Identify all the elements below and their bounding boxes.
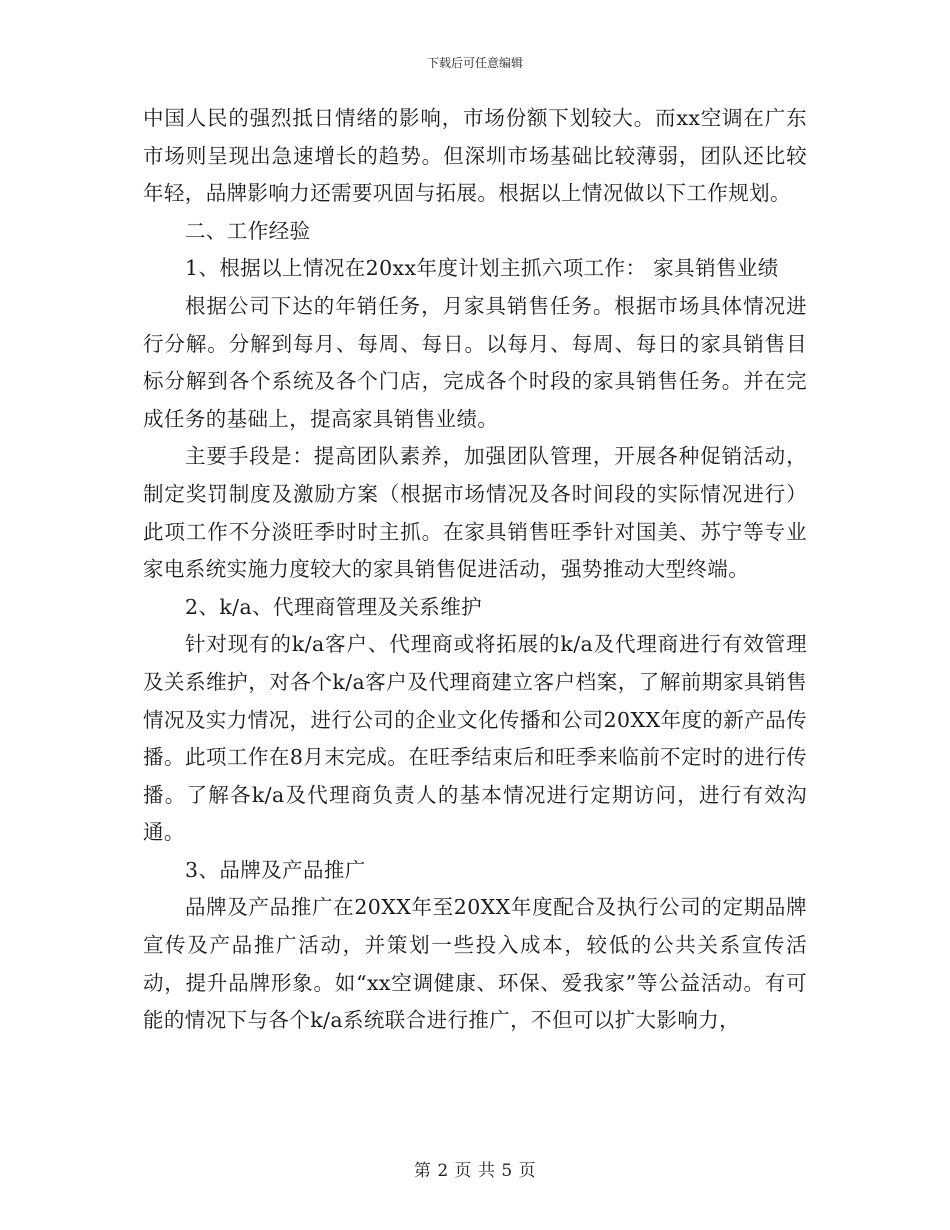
page-header: 下载后可任意编辑: [426, 56, 523, 70]
subheading-sales-performance: 1、根据以上情况在20xx年度计划主抓六项工作： 家具销售业绩: [185, 256, 779, 281]
footer-current-page: 2: [437, 1161, 449, 1181]
paragraph-ka-agent: 针对现有的k/a客户、代理商或将拓展的k/a及代理商进行有效管理及关系维护，对各个k/a客户及代理商建立客户档案，了解前期家具销售情况及实力情况，进行公司的企业文化传播和公司20XX年度的新产品传播。此项工作在8月末完成。在旺季结束后和旺季来临前不定时的进行传播。了解各k/a及代理商负责人的基本情况进行定期访问，进行有效沟通。: [143, 632, 807, 845]
footer-page-word: 页: [454, 1161, 473, 1181]
section-heading-work-experience: 二、工作经验: [185, 218, 311, 243]
page-footer: [0, 1156, 950, 1181]
paragraph-intro: 中国人民的强烈抵日情绪的影响，市场份额下划较大。而xx空调在广东市场则呈现出急速增长的趋势。但深圳市场基础比较薄弱，团队还比较年轻，品牌影响力还需要巩固与拓展。根据以上情况做以下工作规划。: [143, 106, 807, 206]
footer-total-pages: 5: [501, 1161, 513, 1181]
footer-total-word: 共: [477, 1161, 496, 1181]
subheading-ka-agent-management: 2、k/a、代理商管理及关系维护: [185, 594, 482, 619]
document-body: [143, 100, 807, 1040]
paragraph-sales-task: 根据公司下达的年销任务，月家具销售任务。根据市场具体情况进行分解。分解到每月、每周、每日。以每月、每周、每日的家具销售目标分解到各个系统及各个门店，完成各个时段的家具销售任务。并在完成任务的基础上，提高家具销售业绩。: [143, 293, 807, 431]
footer-prefix: 第: [413, 1161, 432, 1181]
footer-suffix: 页: [518, 1161, 537, 1181]
subheading-brand-promotion: 3、品牌及产品推广: [185, 857, 366, 882]
paragraph-main-means: 主要手段是：提高团队素养，加强团队管理，开展各种促销活动，制定奖罚制度及激励方案（根据市场情况及各时间段的实际情况进行）此项工作不分淡旺季时时主抓。在家具销售旺季针对国美、苏宁等专业家电系统实施力度较大的家具销售促进活动，强势推动大型终端。: [143, 444, 807, 582]
paragraph-brand-promotion: 品牌及产品推广在20XX年至20XX年度配合及执行公司的定期品牌宣传及产品推广活动，并策划一些投入成本，较低的公共关系宣传活动，提升品牌形象。如“xx空调健康、环保、爱我家”等公益活动。有可能的情况下与各个k/a系统联合进行推广，不但可以扩大影响力，: [143, 895, 807, 1033]
